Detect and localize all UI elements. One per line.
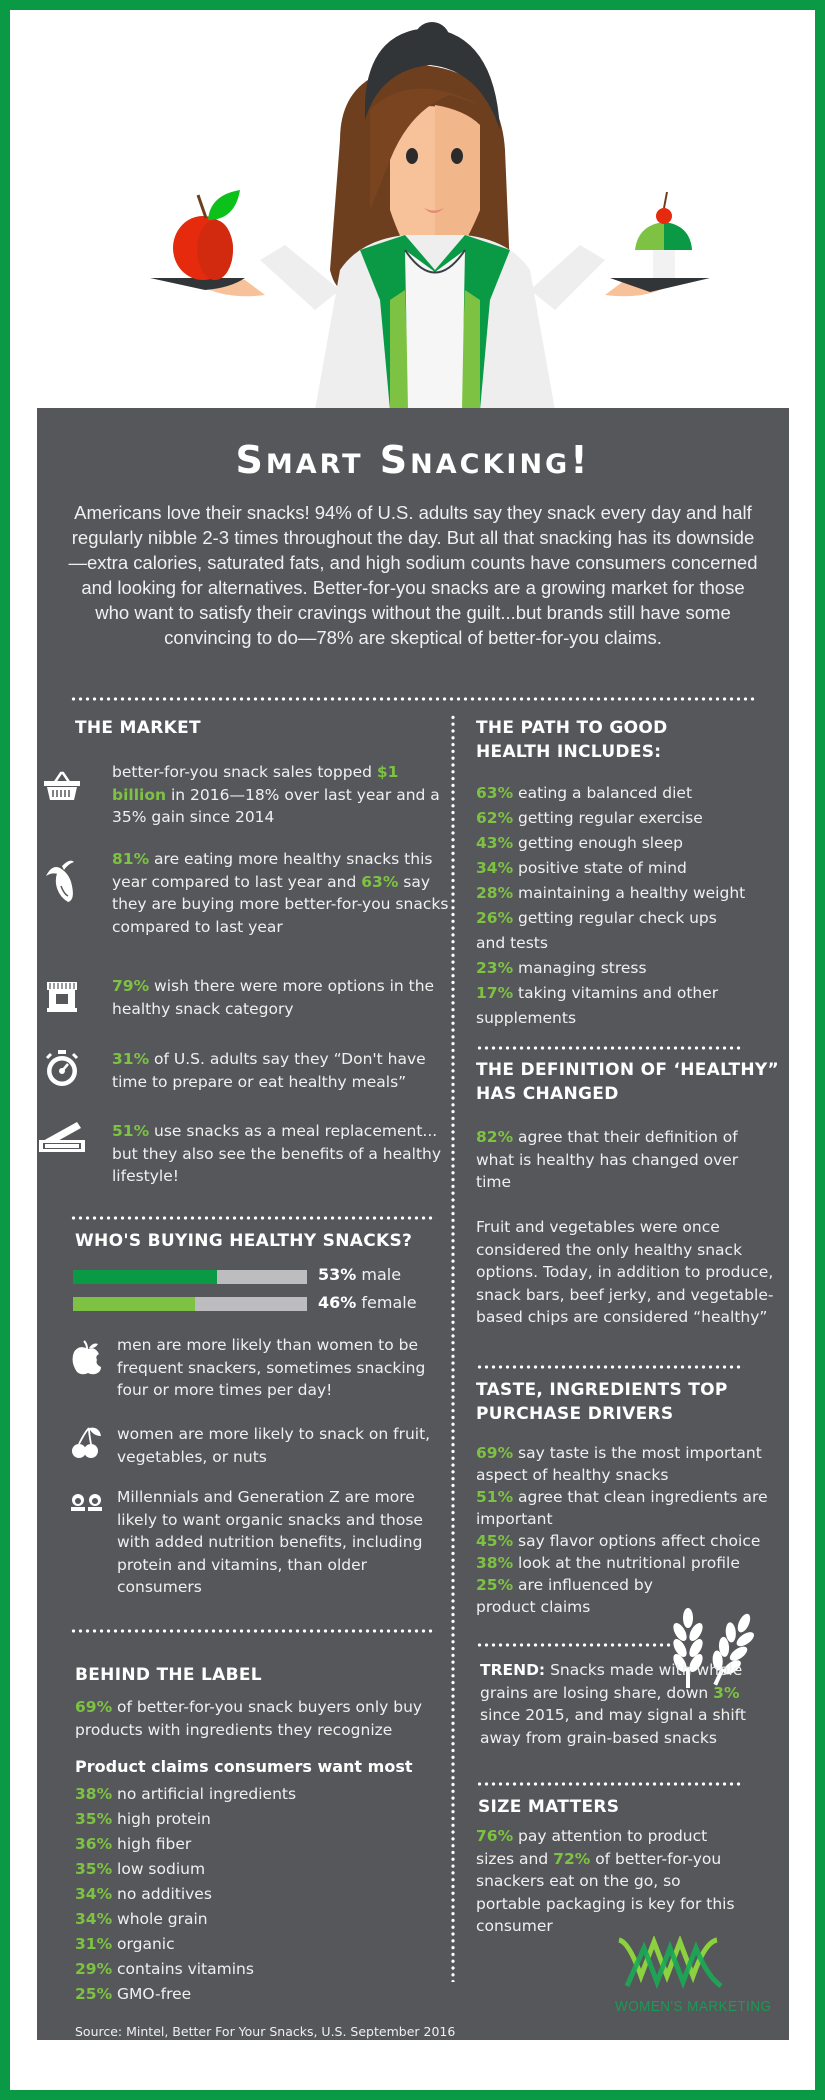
list-item: 17% taking vitamins and other [476, 984, 719, 1002]
label-heading: BEHIND THE LABEL [75, 1665, 262, 1685]
market-heading: THE MARKET [75, 718, 201, 738]
snack-bar-icon [37, 1120, 87, 1160]
male-stat: 53% male [318, 1265, 402, 1284]
drivers-heading: TASTE, INGREDIENTS TOP PURCHASE DRIVERS [476, 1380, 728, 1424]
list-item: and tests [476, 934, 548, 952]
list-item: 38% no artificial ingredients [75, 1785, 297, 1803]
list-item: 36% high fiber [75, 1835, 192, 1853]
market-stat-sales: better-for-you snack sales topped $1 billion in 2016—18% over last year and a 35% gain since 2014 [112, 763, 440, 826]
trend-text: TREND: Snacks made with whole grains are losing share, down 3% since 2015, and may signal a shift away from grain-based snacks [480, 1661, 746, 1747]
female-bar [73, 1297, 307, 1311]
list-item: 25% are influenced by product claims [476, 1576, 653, 1616]
list-item: 23% managing stress [476, 959, 647, 977]
buyers-men-text: men are more likely than women to be frequent snackers, sometimes snacking four or more times per day! [117, 1336, 426, 1399]
market-stat-eating: 81% are eating more healthy snacks this year compared to last year and 63% say they are buying more better-for-you snacks compared to last year [112, 850, 449, 936]
divider [70, 1216, 436, 1220]
list-item: 63% eating a balanced diet [476, 784, 693, 802]
divider [70, 697, 755, 701]
market-stat-meal: 51% use snacks as a meal replacement... but they also see the benefits of a healthy lifestyle! [112, 1122, 442, 1185]
size-heading: SIZE MATTERS [478, 1797, 620, 1817]
divider [476, 1782, 744, 1786]
list-item: 35% low sodium [75, 1860, 206, 1878]
drivers-list [476, 1442, 776, 1618]
cherries-icon [71, 1424, 105, 1460]
hero-illustration [10, 10, 815, 410]
label-stat-text: 69% of better-for-you snack buyers only buy products with ingredients they recognize [75, 1698, 423, 1739]
list-item: 34% no additives [75, 1885, 212, 1903]
list-item: 62% getting regular exercise [476, 809, 703, 827]
definition-paragraph: Fruit and vegetables were once considered the only healthy snack options. Today, in addition to produce, snack bars, beef jerky, and vegetable-based chips are considered “healthy” [476, 1218, 774, 1326]
male-bar [73, 1270, 307, 1284]
list-item: 26% getting regular check ups [476, 909, 717, 927]
path-heading: THE PATH TO GOOD HEALTH INCLUDES: [476, 718, 668, 762]
claims-heading: Product claims consumers want most [75, 1757, 413, 1776]
list-item: 35% high protein [75, 1810, 211, 1828]
market-stat-time: 31% of U.S. adults say they “Don't have time to prepare or eat healthy meals” [112, 1050, 426, 1091]
cupcake-icon [635, 192, 692, 278]
buyers-millennials-text: Millennials and Generation Z are more likely to want organic snacks and those with added nutrition benefits, including protein and vitamins, than older consumers [117, 1488, 423, 1596]
divider [70, 1629, 436, 1633]
list-item: 51% agree that clean ingredients are important [476, 1488, 768, 1528]
list-item: 29% contains vitamins [75, 1960, 254, 1978]
store-icon [44, 978, 84, 1018]
list-item: 25% GMO-free [75, 1985, 192, 2003]
list-item: 69% say taste is the most important aspect of healthy snacks [476, 1444, 762, 1484]
divider [476, 1365, 744, 1369]
size-text: 76% pay attention to product sizes and 72% of better-for-you snackers eat on the go, so portable packaging is key for this consumer [476, 1827, 735, 1935]
banana-icon [42, 856, 82, 906]
list-item: 38% look at the nutritional profile [476, 1554, 740, 1572]
bitten-apple-icon [71, 1340, 105, 1376]
list-item: 34% whole grain [75, 1910, 208, 1928]
list-item: 31% organic [75, 1935, 175, 1953]
list-item: 28% maintaining a healthy weight [476, 884, 746, 902]
list-item: supplements [476, 1009, 577, 1027]
content-panel: Smart Snacking! Americans love their snacks! 94% of U.S. adults say they snack every day and half regularly nibble 2-3 times throughout the day. But all that snacking has its downside—extra calories, saturated fats, and high sodium counts have consumers concerned and looking for alternatives. Better-for-you snacks are a growing market for those who want to satisfy their cravings without the guilt...but brands still have some convincing to do—78% are skeptical of better-for-you claims. THE MARKET better-for-you snack sales topped $1 billion in 2016—18% over last year and a 35% gain since 2014 81% are eating more healthy snacks this year compared to last year and 63% say they are buying more better-for-you snacks compared to last year 79% wish there were more options in the healthy snack category 31% of U.S. adults say they “Don't have time to prepare or eat healthy meals” 51% use snacks as a meal replacement... but they also see the benefits of a healthy lifestyle! WHO'S BUYING HEALTHY SNACKS? 53% male 46% female men are more likely than women to be frequent snackers, sometimes snacking four or more times per day! women are more likely to snack on fruit, vegetables, or nuts Millennials and Generation Z are more likely to want organic snacks and those with added nutrition benefits, including protein and vitamins, than older consumers BEHIND THE LABEL 69% of better-for-you snack buyers only buy products with ingredients they recognize Product claims consumers want most 38% no artificial ingredients 35% high protein 36% high fiber 35% low sodium 34% no additives 34% whole grain 31% organic 29% contains vitamins 25% GMO-free Source: Mintel, Better For Your Snacks, U.S. September 2016 THE PATH TO GOOD HEALTH INCLUDES: 63% eating a balanced diet 62% getting regular exercise 43% getting enough sleep 34% positive state of mind 28% maintaining a healthy weight 26% getting regular check ups and tests 23% managing stress 17% taking vitamins and other supplements THE DEFINITION OF ‘HEALTHY” HAS CHANGED 82% agree that their definition of what is healthy has changed over time Fruit and vegetables were once considered the only healthy snack options. Today, in addition to produce, snack bars, beef jerky, and vegetable-based chips are considered “healthy” TASTE, INGREDIENTS TOP PURCHASE DRIVERS 69% say taste is the most important aspect of healthy snacks 51% agree that clean ingredients are important 45% say flavor options affect choice 38% look at the nutritional profile 25% are influenced by product claims TREND: Snacks made with whole grains are losing share, down 3% since 2015, and may signal a shift away from grain-based snacks SIZE MATTERS 76% pay attention to product sizes and 72% of better-for-you snackers eat on the go, so portable packaging is key for this consumer WOMEN'S MARKETING [37, 408, 789, 2040]
divider [476, 1643, 676, 1647]
female-stat: 46% female [318, 1293, 417, 1312]
buyers-heading: WHO'S BUYING HEALTHY SNACKS? [75, 1231, 413, 1251]
list-item: 34% positive state of mind [476, 859, 687, 877]
page-title: Smart Snacking! [235, 438, 591, 482]
claims-list [75, 1782, 296, 2007]
buyers-women-text: women are more likely to snack on fruit, vegetables, or nuts [117, 1425, 431, 1466]
path-list [476, 781, 745, 1031]
list-item: 43% getting enough sleep [476, 834, 684, 852]
intro-paragraph: Americans love their snacks! 94% of U.S. adults say they snack every day and half regularly nibble 2-3 times throughout the day. But all that snacking has its downside—extra calories, saturated fats, and high sodium counts have consumers concerned and looking for alternatives. Better-for-you snacks are a growing market for those who want to satisfy their cravings without the guilt...but brands still have some convincing to do—78% are skeptical of better-for-you claims. [68, 502, 758, 648]
stopwatch-icon [44, 1048, 84, 1088]
apple-icon [173, 190, 240, 280]
definition-stat-text: 82% agree that their definition of what is healthy has changed over time [476, 1128, 739, 1191]
definition-heading: THE DEFINITION OF ‘HEALTHY” HAS CHANGED [476, 1060, 779, 1104]
list-item: 45% say flavor options affect choice [476, 1532, 761, 1550]
shopping-basket-icon [42, 766, 82, 806]
source-citation: Source: Mintel, Better For Your Snacks, U.S. September 2016 [75, 2024, 456, 2039]
divider [476, 1046, 744, 1050]
two-people-icon [69, 1492, 105, 1516]
market-stat-options: 79% wish there were more options in the healthy snack category [112, 977, 435, 1018]
